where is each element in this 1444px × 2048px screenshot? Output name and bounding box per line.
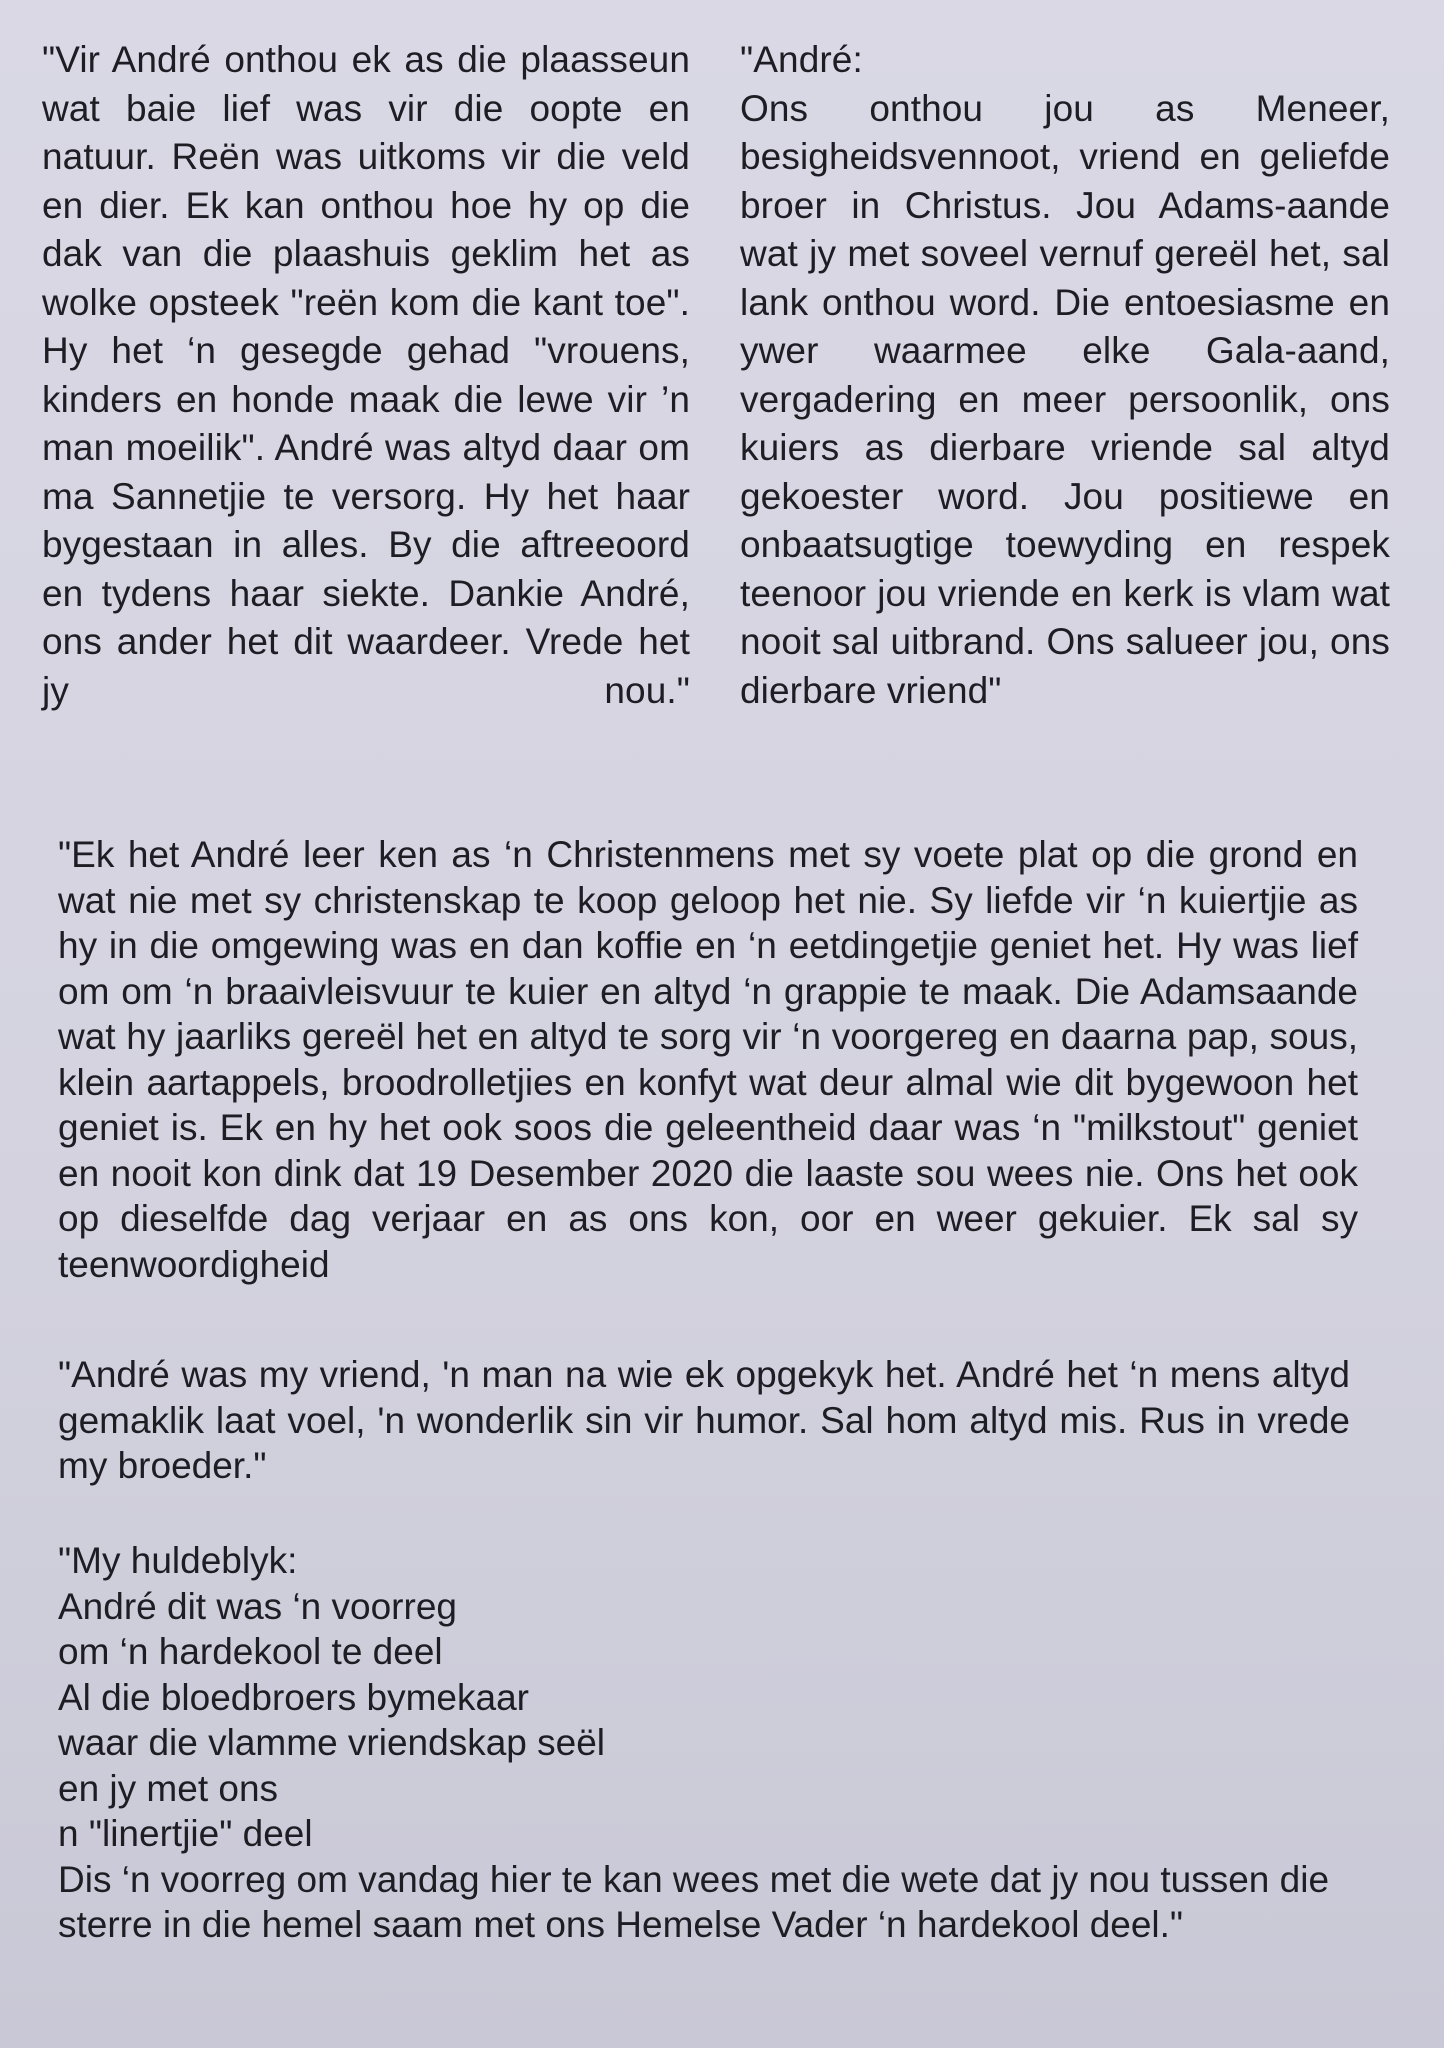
tribute-poem: "My huldeblyk: André dit was ‘n voorreg om ‘n hardekool te deel Al die bloedbroers bymekaar waar die vlamme vriendskap seël en jy met ons n "linertjie" deel Dis ‘n voorreg om vandag hier te kan wees met die wete dat jy nou tussen die sterre in die hemel saam met ons Hemelse Vader ‘n hardekool deel."	[58, 1540, 1330, 1945]
tribute-christian-friend: "Ek het André leer ken as ‘n Christenmens met sy voete plat op die grond en wat nie met sy christenskap te koop geloop het nie. Sy liefde vir ‘n kuiertjie as hy in die omgewing was en dan koffie en ‘n eetdingetjie geniet het. Hy was lief om om ‘n braaivleisvuur te kuier en altyd ‘n grappie te maak. Die Adamsaande wat hy jaarliks gereël het en altyd te sorg vir ‘n voorgereg en daarna pap, sous, klein aartappels, broodrolletjies en konfyt wat deur almal wie dit bygewoon het geniet is. Ek en hy het ook soos die geleentheid daar was ‘n "milkstout" geniet en nooit kon dink dat 19 Desember 2020 die laaste sou wees nie. Ons het ook op dieselfde dag verjaar en as ons kon, oor en weer gekuier. Ek sal sy teenwoordigheid	[58, 834, 1358, 1285]
tribute-brother: "André was my vriend, 'n man na wie ek opgekyk het. André het ‘n mens altyd gemaklik laat voel, 'n wonderlik sin vir humor. Sal hom altyd mis. Rus in vrede my broeder."	[58, 1354, 1350, 1486]
tribute-farm-son: "Vir André onthou ek as die plaasseun wat baie lief was vir die oopte en natuur. Reën was uitkoms vir die veld en dier. Ek kan onthou hoe hy op die dak van die plaashuis geklim het as wolke opsteek "reën kom die kant toe". Hy het ‘n gesegde gehad "vrouens, kinders en honde maak die lewe vir ’n man moeilik". André was altyd daar om ma Sannetjie te versorg. Hy het haar bygestaan in alles. By die aftreeoord en tydens haar siekte. Dankie André, ons ander het dit waardeer. Vrede het jy nou."	[42, 39, 690, 711]
tribute-business-partner: "André: Ons onthou jou as Meneer, besigheidsvennoot, vriend en geliefde broer in Christus. Jou Adams-aande wat jy met soveel vernuf gereël het, sal lank onthou word. Die entoesiasme en ywer waarmee elke Gala-aand, vergadering en meer persoonlik, ons kuiers as dierbare vriende sal altyd gekoester word. Jou positiewe en onbaatsugtige toewyding en respek teenoor jou vriende en kerk is vlam wat nooit sal uitbrand. Ons salueer jou, ons dierbare vriend"	[740, 39, 1390, 711]
